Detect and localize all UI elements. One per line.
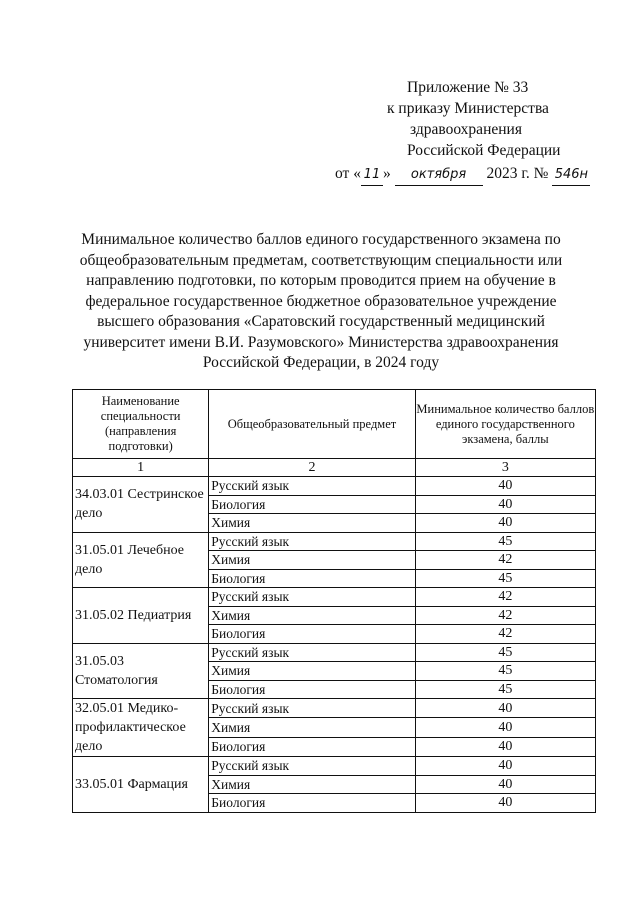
score-cell: 45 xyxy=(415,532,595,551)
table-row xyxy=(73,477,596,496)
specialty-cell: 31.05.02 Педиатрия xyxy=(73,588,209,644)
score-cell: 40 xyxy=(415,699,595,718)
header-score: Минимальное количество баллов единого государственного экзамена, баллы xyxy=(415,390,595,459)
date-month: октября xyxy=(395,164,483,186)
subject-cell: Русский язык xyxy=(209,699,415,718)
score-cell: 40 xyxy=(415,477,595,496)
table-row xyxy=(73,643,596,662)
table-row xyxy=(73,588,596,607)
specialty-cell: 31.05.03 Стоматология xyxy=(73,643,209,699)
subject-cell: Биология xyxy=(209,680,415,699)
subject-cell: Русский язык xyxy=(209,477,415,496)
subject-cell: Химия xyxy=(209,606,415,625)
score-cell: 42 xyxy=(415,625,595,644)
header-specialty: Наименование специальности (направления подготовки) xyxy=(73,390,209,459)
order-date-line xyxy=(335,163,611,186)
subject-cell: Биология xyxy=(209,569,415,588)
subject-cell: Русский язык xyxy=(209,643,415,662)
date-year: 2023 г. № xyxy=(486,165,549,182)
order-number: 546н xyxy=(552,164,590,186)
score-cell: 45 xyxy=(415,680,595,699)
column-numbers-row xyxy=(73,459,596,477)
score-cell: 45 xyxy=(415,569,595,588)
table-header-row xyxy=(73,390,596,459)
column-number: 3 xyxy=(415,459,595,477)
score-cell: 42 xyxy=(415,606,595,625)
score-cell: 45 xyxy=(415,662,595,681)
subject-cell: Химия xyxy=(209,775,415,794)
column-number: 1 xyxy=(73,459,209,477)
subject-cell: Химия xyxy=(209,662,415,681)
subject-cell: Химия xyxy=(209,551,415,570)
subject-cell: Биология xyxy=(209,737,415,756)
subject-cell: Химия xyxy=(209,514,415,533)
score-cell: 40 xyxy=(415,757,595,776)
table-body xyxy=(73,477,596,813)
specialty-cell: 32.05.01 Медико-профилактическое дело xyxy=(73,699,209,757)
federation-line: Российской Федерации xyxy=(407,142,561,159)
scores-table xyxy=(72,389,596,813)
score-cell: 45 xyxy=(415,643,595,662)
score-cell: 40 xyxy=(415,495,595,514)
subject-cell: Русский язык xyxy=(209,532,415,551)
header-subject: Общеобразовательный предмет xyxy=(209,390,415,459)
date-day: 11 xyxy=(361,164,383,186)
appendix-header xyxy=(335,77,611,186)
score-cell: 40 xyxy=(415,737,595,756)
subject-cell: Русский язык xyxy=(209,757,415,776)
column-number: 2 xyxy=(209,459,415,477)
appendix-number: Приложение № 33 xyxy=(407,79,529,96)
subject-cell: Биология xyxy=(209,625,415,644)
score-cell: 40 xyxy=(415,775,595,794)
subject-cell: Биология xyxy=(209,794,415,813)
table-row xyxy=(73,699,596,718)
document-title: Минимальное количество баллов единого государственного экзамена по общеобразовательным предметам, соответствующим специальности или направлению подготовки, по которым проводится прием на обучение в федеральное государственное бюджетное образовательное учреждение высшего образования «Саратовский государственный медицинский университет имени В.И. Разумовского» Министерства здравоохранения Российской Федерации, в 2024 году xyxy=(79,231,563,371)
score-cell: 40 xyxy=(415,794,595,813)
date-mid: » xyxy=(382,165,391,182)
score-cell: 40 xyxy=(415,718,595,737)
subject-cell: Химия xyxy=(209,718,415,737)
subject-cell: Биология xyxy=(209,495,415,514)
specialty-cell: 31.05.01 Лечебное дело xyxy=(73,532,209,588)
score-cell: 40 xyxy=(415,514,595,533)
table-row xyxy=(73,532,596,551)
specialty-cell: 33.05.01 Фармация xyxy=(73,757,209,813)
date-prefix: от « xyxy=(335,165,361,182)
subject-cell: Русский язык xyxy=(209,588,415,607)
specialty-cell: 34.03.01 Сестринское дело xyxy=(73,477,209,533)
table-row xyxy=(73,757,596,776)
order-reference: к приказу Министерства xyxy=(387,100,549,117)
score-cell: 42 xyxy=(415,551,595,570)
ministry-line: здравоохранения xyxy=(410,121,522,138)
score-cell: 42 xyxy=(415,588,595,607)
